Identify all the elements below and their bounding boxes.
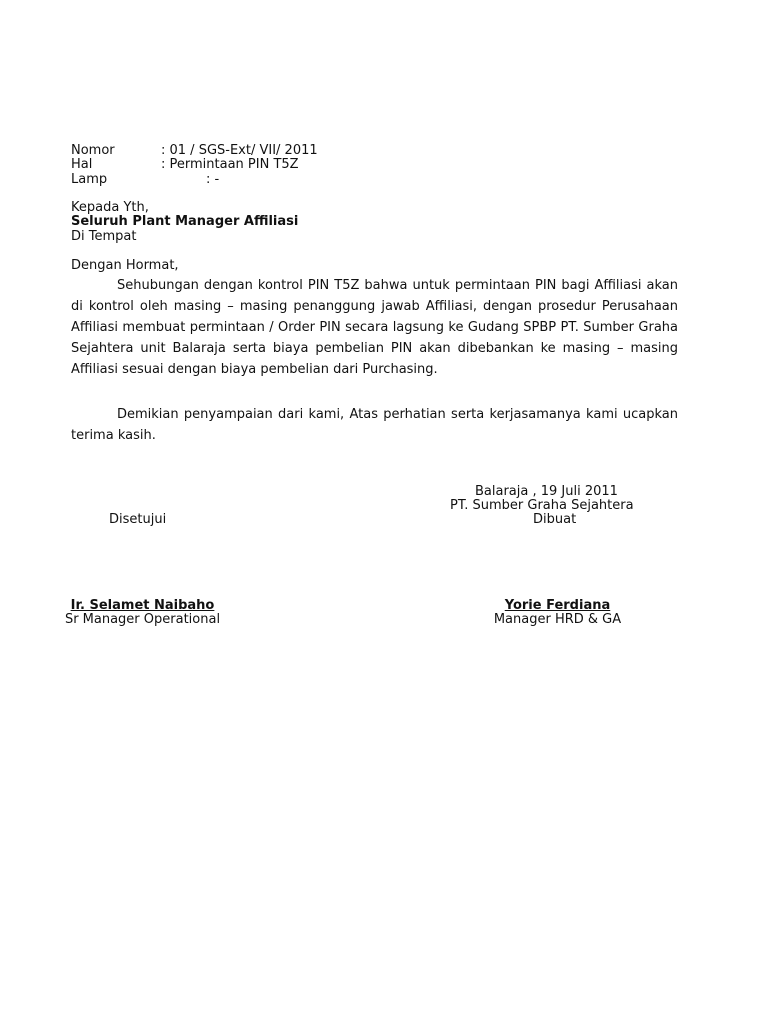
body-paragraph-1: Sehubungan dengan kontrol PIN T5Z bahwa untuk permintaan PIN bagi Affiliasi akan di kontrol oleh masing – masing penanggung jawab Affiliasi, dengan prosedur Perusahaan Affiliasi membuat permintaan / Order PIN secara lagsung ke Gudang SPBP PT. Sumber Graha Sejahtera unit Balaraja serta biaya pembelian PIN akan dibebankan ke masing – masing Affiliasi sesuai dengan biaya pembelian dari Purchasing.	[71, 278, 678, 377]
hal-label: Hal	[71, 157, 93, 172]
right-signatory-name: Yorie Ferdiana	[504, 598, 611, 613]
recipient-salutation: Kepada Yth,	[71, 200, 149, 215]
recipient-name: Seluruh Plant Manager Affiliasi	[71, 214, 299, 229]
nomor-label: Nomor	[71, 143, 115, 158]
right-signatory-title: Manager HRD & GA	[493, 612, 622, 627]
nomor-value: : 01 / SGS-Ext/ VII/ 2011	[161, 143, 318, 158]
recipient-location: Di Tempat	[71, 229, 137, 244]
lamp-label: Lamp	[71, 172, 108, 187]
company-name: PT. Sumber Graha Sejahtera	[450, 498, 634, 513]
greeting: Dengan Hormat,	[71, 258, 179, 273]
body-paragraph-2: Demikian penyampaian dari kami, Atas perhatian serta kerjasamanya kami ucapkan terima kasih.	[71, 407, 678, 443]
left-signatory-name: Ir. Selamet Naibaho	[70, 598, 215, 613]
made-by-label: Dibuat	[533, 512, 577, 527]
left-signatory-title: Sr Manager Operational	[64, 612, 221, 627]
approved-label: Disetujui	[109, 512, 167, 527]
hal-value: : Permintaan PIN T5Z	[161, 157, 299, 172]
place-date: Balaraja , 19 Juli 2011	[475, 484, 618, 499]
lamp-value: : -	[206, 172, 220, 187]
